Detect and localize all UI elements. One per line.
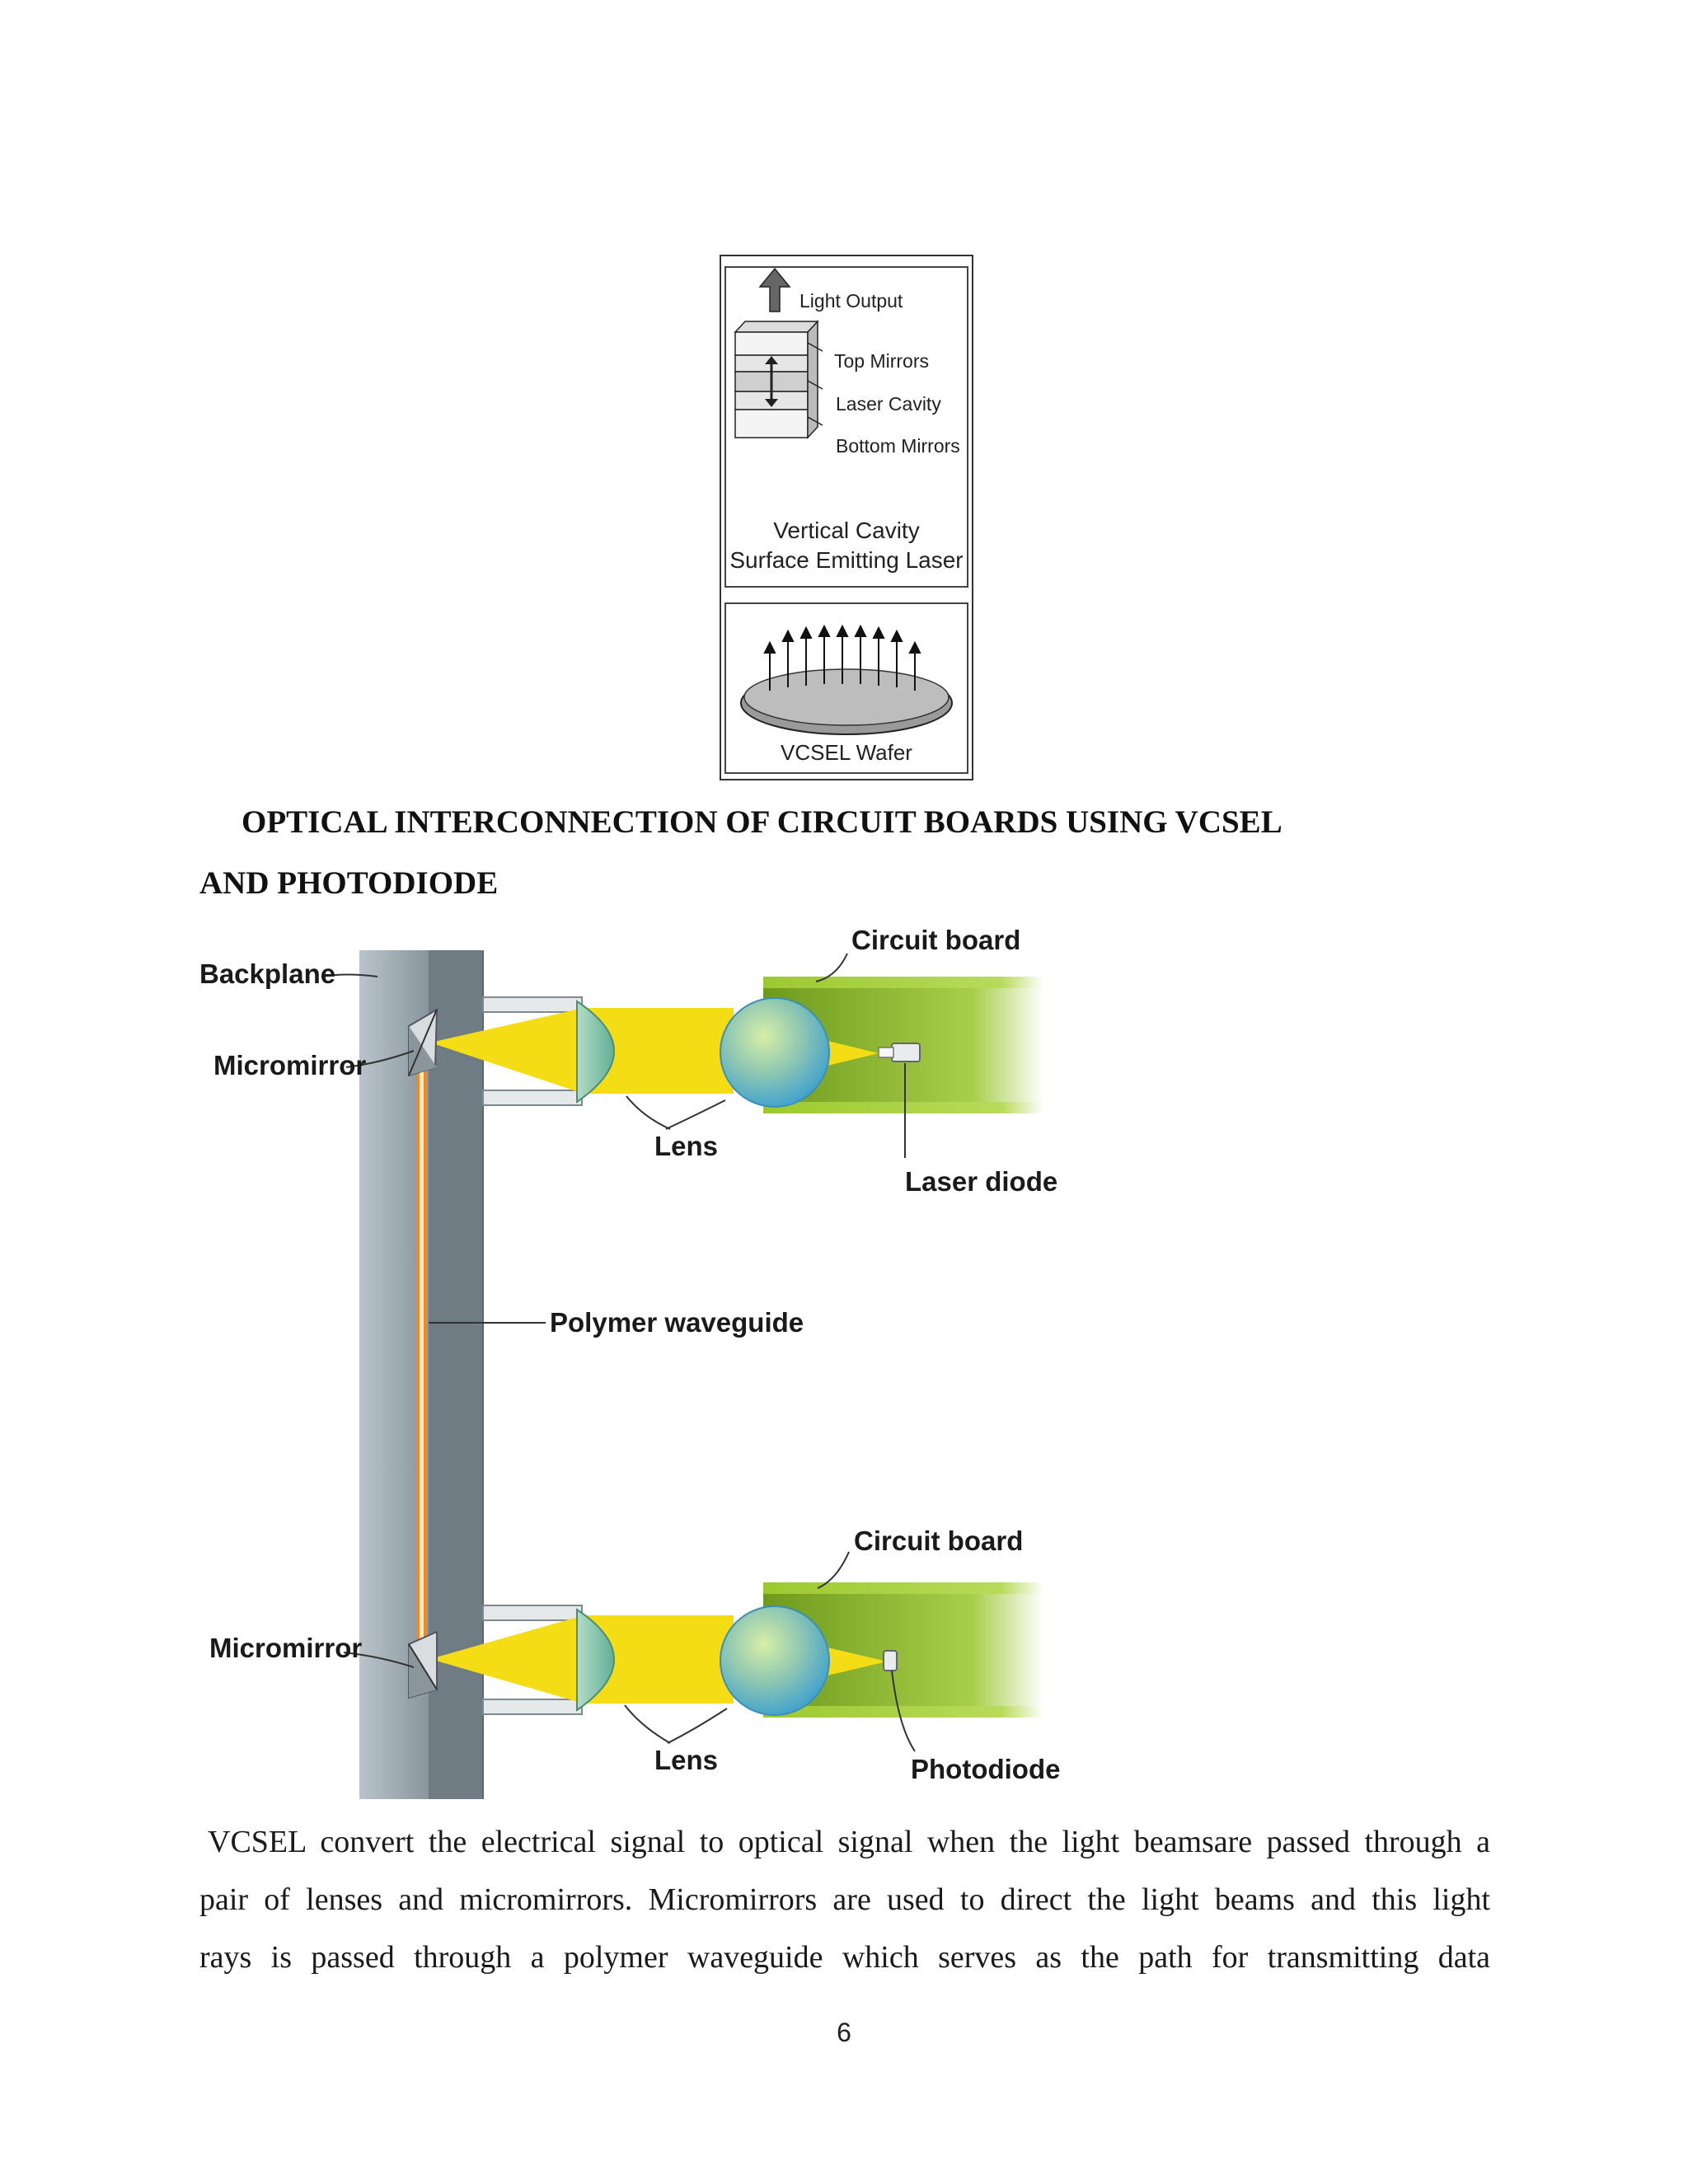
vcsel-wafer-icon <box>741 626 952 734</box>
bottom-micromirror-icon <box>409 1632 437 1698</box>
section-heading-line-1: OPTICAL INTERCONNECTION OF CIRCUIT BOARDS USING VCSEL <box>241 804 1282 840</box>
section-heading-line-2: AND PHOTODIODE <box>199 865 499 901</box>
light-output-arrow-icon <box>760 269 790 312</box>
polymer-waveguide-label: Polymer waveguide <box>550 1307 804 1338</box>
vcsel-figure <box>719 254 974 781</box>
vcsel-caption-line-1: Vertical Cavity <box>773 518 920 543</box>
light-output-label: Light Output <box>799 290 903 312</box>
vcsel-layer-stack <box>735 321 823 438</box>
top-circuit-board-label: Circuit board <box>851 925 1021 955</box>
top-mirrors-label: Top Mirrors <box>834 350 930 372</box>
laser-diode-icon <box>892 1043 920 1062</box>
bottom-mirrors-label: Bottom Mirrors <box>836 435 960 457</box>
backplane-label: Backplane <box>199 958 336 989</box>
paragraph-line-1: VCSEL convert the electrical signal to optical signal when the light beamsare passed through a <box>208 1825 1490 1859</box>
laser-diode-label: Laser diode <box>905 1166 1058 1197</box>
photodiode-icon <box>884 1651 897 1671</box>
vcsel-caption-line-2: Surface Emitting Laser <box>729 547 964 573</box>
optical-interconnect-svg <box>190 911 1063 1805</box>
bottom-lens-label: Lens <box>654 1745 719 1775</box>
bottom-ball-lens <box>720 1606 829 1715</box>
bottom-micromirror-label: Micromirror <box>209 1633 363 1663</box>
paragraph-line-2: pair of lenses and micromirrors. Micromirrors are used to direct the light beams and this light <box>199 1882 1490 1917</box>
bottom-assembly <box>409 1582 1043 1718</box>
top-lens-label: Lens <box>654 1131 719 1161</box>
laser-cavity-label: Laser Cavity <box>836 393 941 415</box>
photodiode-label: Photodiode <box>911 1754 1061 1784</box>
paragraph-line-3: rays is passed through a polymer waveguide which serves as the path for transmitting data <box>199 1940 1490 1975</box>
vcsel-diagram <box>719 254 974 781</box>
bottom-circuit-board-label: Circuit board <box>854 1526 1024 1556</box>
top-assembly <box>409 977 1043 1113</box>
polymer-waveguide <box>417 1047 427 1661</box>
page-number: 6 <box>837 2018 851 2047</box>
optical-interconnect-diagram <box>190 911 1063 1805</box>
top-ball-lens <box>720 998 829 1107</box>
top-micromirror-label: Micromirror <box>213 1050 367 1080</box>
vcsel-wafer-caption: VCSEL Wafer <box>781 740 912 765</box>
